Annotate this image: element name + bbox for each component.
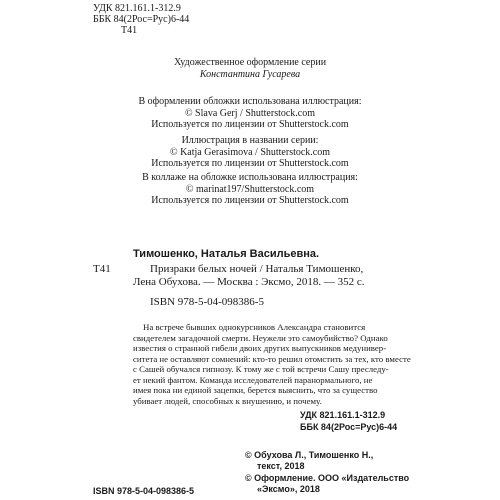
annotation-text (133, 322, 413, 406)
credit-line: Иллюстрация в названии серии: (181, 135, 319, 146)
catalog-isbn: ISBN 978-5-04-098386-5 (150, 296, 264, 308)
credit-line: Используется по лицензии от Shutterstock.com (151, 195, 349, 206)
catalog-code: Т41 (93, 263, 111, 275)
udk-footer: УДК 821.161.1-312.9 (300, 410, 386, 420)
bbk-header: ББК 84(2Рос=Рус)6-44 (93, 14, 190, 25)
credit-block-cover (110, 96, 390, 131)
catalog-code-header: Т41 (121, 25, 138, 36)
udk-header: УДК 821.161.1-312.9 (93, 3, 181, 14)
annotation-line: ситета не оставляют сомнений: кто-то решил отомстить за тех, кто вместе (133, 353, 411, 364)
annotation-line: с Сашей обучался гипнозу. К тому же с той встречи Сашу преследу- (133, 364, 389, 374)
annotation-line: ет некий фантом. Команда исследователей паранормального, не (133, 374, 373, 385)
series-design-block (110, 57, 390, 80)
annotation-line: имея пока ни единой зацепки, берется выяснить, что за существо (133, 385, 378, 395)
annotation-line: свидетелем загадочной смерти. Неужели это самоубийство? Однако (133, 332, 388, 343)
annotation-line: известия о странной гибели двоих других выпускников медунивер- (133, 343, 387, 353)
credit-line: В коллаже на обложке использована иллюстрация: (142, 172, 358, 183)
copyright-line: текст, 2018 (257, 461, 305, 471)
credit-line: © marinat197/Shutterstock.com (185, 183, 315, 195)
credit-line: Используется по лицензии от Shutterstock.com (151, 158, 349, 169)
series-design-artist: Константина Гусарева (199, 68, 301, 80)
catalog-author: Тимошенко, Наталья Васильевна. (133, 248, 320, 260)
bottom-isbn: ISBN 978-5-04-098386-5 (93, 486, 195, 496)
bbk-footer: ББК 84(2Рос=Рус)6-44 (300, 422, 398, 432)
annotation-line: На встрече бывших однокурсников Александра становится (143, 322, 366, 332)
catalog-title-line2: Лена Обухова. — Москва : Эксмо, 2018. — 352 с. (133, 276, 365, 288)
credit-line: © Katja Gerasimova / Shutterstock.com (169, 146, 331, 158)
catalog-title-line1: Призраки белых ночей / Наталья Тимошенко, (150, 263, 364, 275)
credit-block-series (110, 135, 390, 170)
credit-line: В оформлении обложки использована иллюстрация: (138, 96, 362, 107)
series-design-title: Художественное оформление серии (173, 57, 327, 68)
copyright-line: © Обухова Л., Тимошенко Н., (245, 450, 374, 460)
copyright-line: © Оформление. ООО «Издательство (245, 473, 410, 483)
credit-line: Используется по лицензии от Shutterstock.com (151, 119, 349, 130)
credit-line: © Slava Gerj / Shutterstock.com (184, 107, 316, 119)
annotation-line: убивает людей, способных к внушению, и почему. (133, 395, 322, 406)
copyright-line: «Эксмо», 2018 (257, 484, 320, 494)
credit-block-collage (110, 172, 390, 207)
